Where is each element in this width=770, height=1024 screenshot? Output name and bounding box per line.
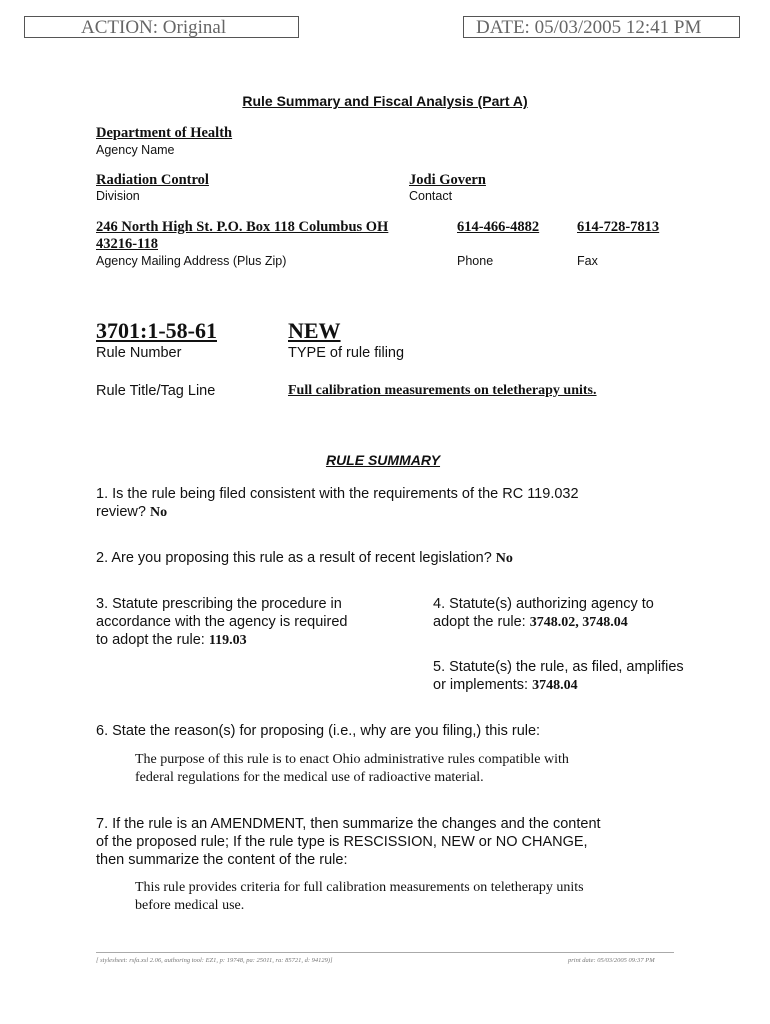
question-2 — [96, 549, 716, 568]
question-5 — [433, 658, 753, 695]
question-7-line-1: 7. If the rule is an AMENDMENT, then summarize the changes and the content — [96, 816, 601, 832]
footer-stylesheet-info: [ stylesheet: rsfa.xsl 2.06, authoring tool: EZ1, p: 19748, pa: 25011, ra: 85721, d: 94129)] — [96, 957, 333, 964]
question-7-answer — [135, 879, 735, 915]
action-text: ACTION: Original — [81, 17, 227, 38]
question-4-answer: 3748.02, 3748.04 — [529, 615, 628, 630]
footer-print-date: print date: 05/03/2005 09:37 PM — [568, 957, 655, 964]
question-6: 6. State the reason(s) for proposing (i.e., why are you filing,) this rule: — [96, 723, 541, 739]
question-1-answer: No — [150, 505, 168, 520]
address-label: Agency Mailing Address (Plus Zip) — [96, 254, 287, 268]
rule-title-label: Rule Title/Tag Line — [96, 383, 216, 399]
question-1-line-2: review? — [96, 504, 146, 520]
contact-label: Contact — [409, 189, 453, 203]
question-5-line-2: or implements: — [433, 677, 529, 693]
rule-number-label: Rule Number — [96, 345, 182, 361]
address-line-1: 246 North High St. P.O. Box 118 Columbus OH — [96, 219, 389, 235]
agency-name-label: Agency Name — [96, 143, 175, 157]
question-6-answer-line-2: federal regulations for the medical use of radioactive material. — [135, 770, 484, 785]
fax-label: Fax — [577, 254, 598, 268]
date-text: DATE: 05/03/2005 12:41 PM — [476, 17, 702, 38]
rule-summary-heading: RULE SUMMARY — [325, 452, 441, 468]
question-3-answer: 119.03 — [208, 633, 247, 648]
question-1-line-1: 1. Is the rule being filed consistent with the requirements of the RC 119.032 — [96, 486, 579, 502]
question-3-line-3: to adopt the rule: — [96, 632, 205, 648]
question-7-answer-line-1: This rule provides criteria for full calibration measurements on teletherapy units — [135, 880, 584, 895]
question-5-answer: 3748.04 — [532, 678, 578, 693]
question-4-line-1: 4. Statute(s) authorizing agency to — [433, 596, 654, 612]
question-5-line-1: 5. Statute(s) the rule, as filed, amplifies — [433, 659, 684, 675]
agency-name-value: Department of Health — [96, 125, 233, 141]
page-title: Rule Summary and Fiscal Analysis (Part A) — [242, 93, 528, 109]
division-label: Division — [96, 189, 140, 203]
question-3-line-1: 3. Statute prescribing the procedure in — [96, 596, 342, 612]
rule-number-value: 3701:1-58-61 — [96, 318, 217, 343]
footer-divider — [96, 952, 674, 953]
fax-value: 614-728-7813 — [577, 219, 660, 235]
filing-type-label: TYPE of rule filing — [288, 345, 405, 361]
address-line-2: 43216-118 — [96, 236, 159, 252]
question-7-answer-line-2: before medical use. — [135, 898, 245, 913]
question-7 — [96, 815, 736, 869]
question-3-line-2: accordance with the agency is required — [96, 614, 348, 630]
question-6-answer — [135, 751, 735, 787]
date-box — [463, 16, 740, 38]
contact-value: Jodi Govern — [409, 172, 486, 188]
question-4-line-2: adopt the rule: — [433, 614, 526, 630]
rule-title-value: Full calibration measurements on teletherapy units. — [288, 383, 597, 398]
phone-label: Phone — [457, 254, 494, 268]
question-7-line-3: then summarize the content of the rule: — [96, 852, 348, 868]
question-2-answer: No — [495, 551, 513, 566]
phone-value: 614-466-4882 — [457, 219, 540, 235]
question-3 — [96, 595, 416, 650]
question-7-line-2: of the proposed rule; If the rule type is RESCISSION, NEW or NO CHANGE, — [96, 834, 588, 850]
question-4 — [433, 595, 753, 632]
question-1 — [96, 485, 716, 522]
action-box — [24, 16, 299, 38]
question-2-text: 2. Are you proposing this rule as a result of recent legislation? — [96, 550, 492, 566]
question-6-answer-line-1: The purpose of this rule is to enact Ohio administrative rules compatible with — [135, 752, 569, 767]
filing-type-value: NEW — [288, 318, 341, 343]
division-value: Radiation Control — [96, 172, 209, 188]
